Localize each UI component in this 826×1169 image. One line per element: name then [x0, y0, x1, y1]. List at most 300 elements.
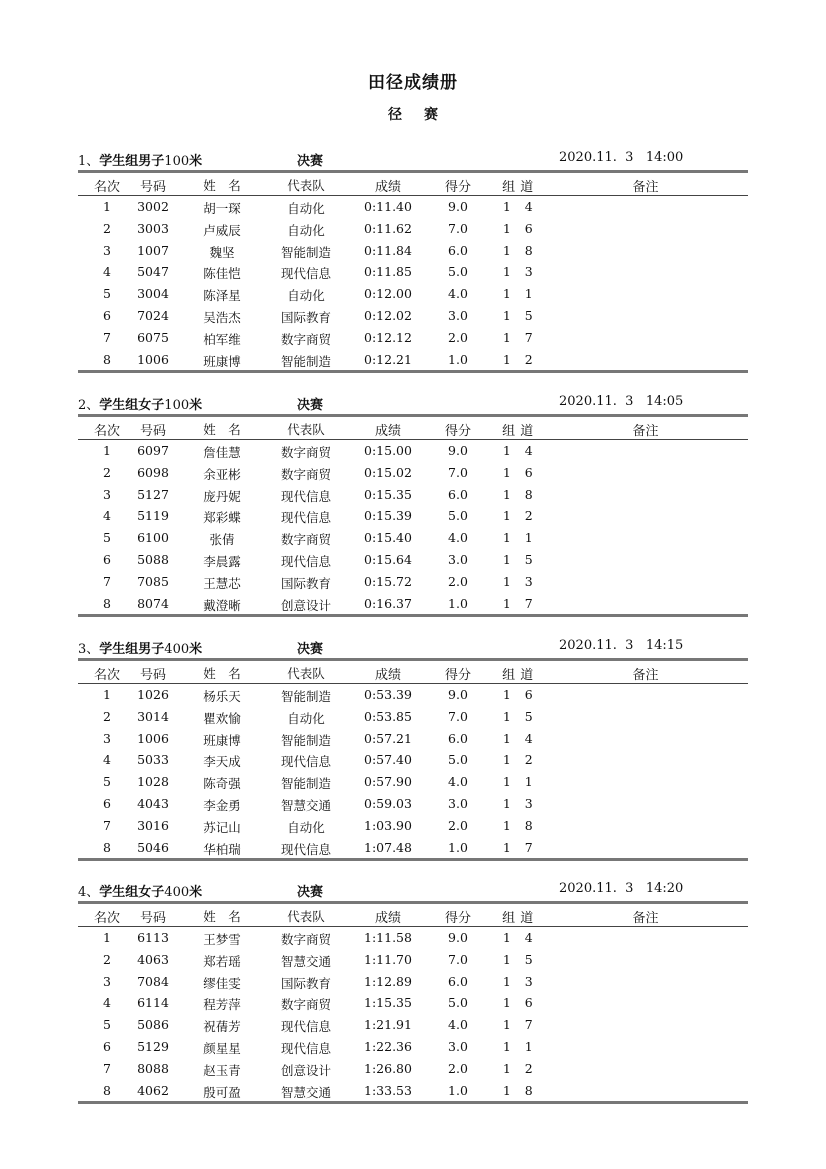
col-note: 备注 [632, 180, 659, 195]
table-row [78, 793, 748, 815]
table-row [78, 440, 748, 462]
cell-rank: 6 [103, 551, 111, 567]
cell-team: 数字商贸 [280, 445, 331, 460]
cell-points: 3.0 [448, 1038, 468, 1054]
table-row [78, 462, 748, 484]
cell-bib: 1028 [137, 774, 169, 790]
cell-team: 现代信息 [280, 754, 331, 770]
table-row [78, 728, 748, 750]
cell-rank: 7 [103, 329, 111, 345]
event-unit: 米 [189, 642, 203, 657]
cell-team: 智能制造 [280, 776, 331, 792]
table-row [78, 1036, 748, 1058]
cell-lane: 1 6 [502, 687, 534, 702]
cell-points: 5.0 [448, 508, 468, 524]
cell-team: 数字商贸 [280, 997, 331, 1013]
col-bib: 号码 [139, 180, 166, 195]
cell-name: 陈佳恺 [203, 266, 241, 282]
cell-rank: 4 [103, 264, 111, 280]
event-name [78, 638, 202, 657]
cell-result: 1:07.48 [364, 839, 412, 855]
cell-bib: 3014 [137, 708, 169, 724]
cell-rank: 3 [103, 486, 111, 502]
cell-bib: 6100 [137, 530, 169, 546]
event-unit: 米 [189, 154, 203, 169]
cell-result: 0:15.35 [364, 486, 412, 502]
cell-name: 郑若瑶 [203, 953, 241, 969]
cell-rank: 5 [103, 774, 111, 790]
table-row [78, 218, 748, 240]
cell-name: 李天成 [203, 754, 241, 770]
cell-lane: 1 8 [502, 817, 534, 833]
cell-lane: 1 3 [502, 573, 534, 589]
col-rank: 名次 [93, 180, 120, 195]
cell-bib: 3004 [137, 286, 169, 302]
cell-result: 0:57.90 [364, 774, 412, 790]
event-index: 3、 [78, 642, 100, 657]
cell-rank: 2 [103, 708, 111, 724]
cell-team: 自动化 [287, 201, 325, 216]
cell-lane: 1 4 [502, 930, 534, 945]
cell-name: 杨乐天 [203, 689, 241, 704]
cell-points: 5.0 [448, 752, 468, 768]
cell-result: 1:11.58 [364, 930, 412, 945]
cell-team: 智能制造 [280, 353, 331, 369]
cell-bib: 1006 [137, 730, 169, 746]
cell-rank: 3 [103, 242, 111, 258]
cell-name: 陈泽星 [203, 288, 241, 304]
cell-name: 赵玉青 [203, 1062, 241, 1078]
cell-result: 0:15.00 [364, 443, 412, 458]
col-result: 成绩 [374, 424, 401, 439]
event-index: 2、 [78, 398, 100, 413]
table-row [78, 484, 748, 506]
cell-result: 0:12.02 [364, 307, 412, 323]
col-name: 姓 名 [203, 422, 241, 437]
cell-name: 卢威辰 [203, 222, 241, 238]
table-row [78, 505, 748, 527]
table-bottom-rule [78, 370, 748, 373]
cell-name: 李晨露 [203, 553, 241, 569]
cell-rank: 5 [103, 1017, 111, 1033]
cell-name: 华柏瑞 [203, 841, 241, 857]
cell-points: 7.0 [448, 951, 468, 967]
cell-team: 国际教育 [280, 975, 331, 991]
cell-points: 3.0 [448, 551, 468, 567]
table-row [78, 571, 748, 593]
cell-bib: 3003 [137, 220, 169, 236]
cell-points: 7.0 [448, 464, 468, 480]
cell-rank: 6 [103, 307, 111, 323]
cell-team: 智能制造 [280, 244, 331, 260]
cell-team: 数字商贸 [280, 331, 331, 347]
column-header-row [78, 417, 748, 439]
event-name [78, 881, 202, 900]
cell-bib: 3002 [137, 199, 169, 214]
event-datetime: 2020.11. 3 14:00 [559, 150, 684, 165]
cell-rank: 1 [103, 930, 111, 945]
cell-bib: 6075 [137, 329, 169, 345]
event-name [78, 394, 202, 413]
col-note: 备注 [632, 424, 659, 439]
cell-lane: 1 2 [502, 1060, 534, 1076]
cell-rank: 5 [103, 530, 111, 546]
col-rank: 名次 [93, 424, 120, 439]
cell-name: 戴澄晰 [203, 597, 241, 613]
event-name [78, 150, 202, 169]
event-header [78, 636, 748, 658]
event-group: 学生组女子 [99, 885, 165, 900]
cell-result: 0:15.02 [364, 464, 412, 480]
cell-team: 现代信息 [280, 841, 331, 857]
cell-rank: 1 [103, 199, 111, 214]
cell-rank: 4 [103, 508, 111, 524]
cell-result: 0:15.39 [364, 508, 412, 524]
event-round: 决赛 [297, 154, 324, 169]
cell-name: 程芳萍 [203, 997, 241, 1013]
cell-rank: 1 [103, 443, 111, 458]
cell-rank: 8 [103, 351, 111, 367]
table-row [78, 240, 748, 262]
cell-result: 0:59.03 [364, 795, 412, 811]
col-lane: 组 道 [502, 668, 534, 683]
col-team: 代表队 [287, 178, 325, 193]
cell-points: 9.0 [448, 930, 468, 945]
cell-lane: 1 1 [502, 530, 534, 546]
cell-name: 王梦雪 [203, 932, 241, 947]
cell-rank: 7 [103, 817, 111, 833]
event-header [78, 879, 748, 901]
cell-result: 0:12.21 [364, 351, 412, 367]
cell-points: 4.0 [448, 286, 468, 302]
event-datetime: 2020.11. 3 14:15 [559, 638, 684, 653]
col-points: 得分 [444, 424, 471, 439]
table-row [78, 349, 748, 371]
col-rank: 名次 [93, 911, 120, 926]
table-row [78, 992, 748, 1014]
cell-team: 自动化 [287, 288, 325, 304]
cell-points: 1.0 [448, 595, 468, 611]
event-datetime: 2020.11. 3 14:05 [559, 394, 684, 409]
col-result: 成绩 [374, 180, 401, 195]
cell-lane: 1 7 [502, 595, 534, 611]
table-row [78, 706, 748, 728]
event-distance: 100 [164, 154, 190, 169]
table-bottom-rule [78, 614, 748, 617]
cell-bib: 8074 [137, 595, 169, 611]
cell-points: 2.0 [448, 329, 468, 345]
cell-bib: 5088 [137, 551, 169, 567]
cell-result: 1:21.91 [364, 1017, 412, 1033]
cell-bib: 5033 [137, 752, 169, 768]
col-result: 成绩 [374, 911, 401, 926]
cell-bib: 4063 [137, 951, 169, 967]
table-row [78, 1058, 748, 1080]
cell-points: 3.0 [448, 795, 468, 811]
col-rank: 名次 [93, 668, 120, 683]
cell-lane: 1 6 [502, 995, 534, 1011]
cell-lane: 1 2 [502, 351, 534, 367]
cell-bib: 6114 [137, 995, 169, 1011]
col-note: 备注 [632, 911, 659, 926]
table-row [78, 283, 748, 305]
cell-lane: 1 3 [502, 973, 534, 989]
table-bottom-rule [78, 858, 748, 861]
cell-bib: 5047 [137, 264, 169, 280]
col-bib: 号码 [139, 911, 166, 926]
event-group: 学生组男子 [99, 154, 165, 169]
cell-rank: 1 [103, 687, 111, 702]
event-round: 决赛 [297, 885, 324, 900]
cell-lane: 1 7 [502, 839, 534, 855]
cell-result: 0:11.85 [364, 264, 412, 280]
table-row [78, 549, 748, 571]
cell-lane: 1 4 [502, 199, 534, 214]
col-points: 得分 [444, 911, 471, 926]
cell-result: 1:03.90 [364, 817, 412, 833]
table-row [78, 305, 748, 327]
column-header-row [78, 904, 748, 926]
cell-result: 0:11.40 [364, 199, 412, 214]
cell-team: 自动化 [287, 222, 325, 238]
cell-name: 庞丹妮 [203, 488, 241, 504]
cell-points: 2.0 [448, 817, 468, 833]
cell-result: 1:15.35 [364, 995, 412, 1011]
cell-points: 1.0 [448, 351, 468, 367]
cell-rank: 8 [103, 1082, 111, 1098]
col-lane: 组 道 [502, 424, 534, 439]
cell-name: 詹佳慧 [203, 445, 241, 460]
cell-result: 0:11.62 [364, 220, 412, 236]
cell-rank: 7 [103, 1060, 111, 1076]
cell-points: 7.0 [448, 708, 468, 724]
event-round: 决赛 [297, 398, 324, 413]
table-row [78, 749, 748, 771]
cell-team: 自动化 [287, 710, 325, 726]
event-header [78, 148, 748, 170]
cell-lane: 1 2 [502, 752, 534, 768]
result-rows [78, 440, 748, 614]
cell-name: 郑彩蝶 [203, 510, 241, 526]
cell-name: 颜星星 [203, 1040, 241, 1056]
cell-points: 2.0 [448, 1060, 468, 1076]
cell-result: 1:26.80 [364, 1060, 412, 1076]
table-row [78, 196, 748, 218]
table-row [78, 837, 748, 859]
col-bib: 号码 [139, 424, 166, 439]
cell-points: 9.0 [448, 199, 468, 214]
col-lane: 组 道 [502, 180, 534, 195]
cell-name: 班康博 [203, 353, 241, 369]
document-title: 田径成绩册 [368, 73, 458, 93]
cell-name: 瞿欢愉 [203, 710, 241, 726]
event-section [78, 636, 748, 861]
col-name: 姓 名 [203, 909, 241, 924]
cell-rank: 2 [103, 951, 111, 967]
table-row [78, 1014, 748, 1036]
cell-bib: 3016 [137, 817, 169, 833]
cell-rank: 2 [103, 220, 111, 236]
cell-team: 智能制造 [280, 689, 331, 704]
cell-bib: 5119 [137, 508, 169, 524]
cell-team: 创意设计 [280, 1062, 331, 1078]
table-row [78, 527, 748, 549]
cell-team: 国际教育 [280, 309, 331, 325]
event-round: 决赛 [297, 642, 324, 657]
cell-name: 缪佳雯 [203, 975, 241, 991]
cell-rank: 3 [103, 730, 111, 746]
cell-points: 1.0 [448, 1082, 468, 1098]
cell-lane: 1 8 [502, 242, 534, 258]
event-section [78, 148, 748, 373]
event-index: 1、 [78, 154, 100, 169]
cell-lane: 1 8 [502, 486, 534, 502]
table-row [78, 1080, 748, 1102]
cell-bib: 6113 [137, 930, 169, 945]
document-subtitle: 径赛 [388, 107, 460, 123]
cell-name: 吴浩杰 [203, 309, 241, 325]
cell-result: 0:53.39 [364, 687, 412, 702]
cell-bib: 1007 [137, 242, 169, 258]
cell-rank: 4 [103, 752, 111, 768]
table-row [78, 949, 748, 971]
cell-result: 0:11.84 [364, 242, 412, 258]
cell-points: 6.0 [448, 486, 468, 502]
cell-team: 数字商贸 [280, 932, 331, 947]
cell-team: 智慧交通 [280, 797, 331, 813]
cell-team: 国际教育 [280, 575, 331, 591]
cell-team: 智慧交通 [280, 953, 331, 969]
cell-name: 余亚彬 [203, 466, 241, 482]
cell-team: 智能制造 [280, 732, 331, 748]
column-header-row [78, 173, 748, 195]
cell-rank: 3 [103, 973, 111, 989]
cell-lane: 1 5 [502, 307, 534, 323]
cell-result: 0:53.85 [364, 708, 412, 724]
cell-name: 陈奇强 [203, 776, 241, 792]
cell-lane: 1 4 [502, 443, 534, 458]
cell-rank: 7 [103, 573, 111, 589]
cell-result: 0:16.37 [364, 595, 412, 611]
cell-name: 胡一琛 [203, 201, 241, 216]
col-name: 姓 名 [203, 666, 241, 681]
cell-lane: 1 8 [502, 1082, 534, 1098]
cell-points: 3.0 [448, 307, 468, 323]
cell-name: 苏记山 [203, 819, 241, 835]
cell-points: 5.0 [448, 264, 468, 280]
result-rows [78, 927, 748, 1101]
cell-lane: 1 5 [502, 708, 534, 724]
cell-result: 1:33.53 [364, 1082, 412, 1098]
cell-bib: 5129 [137, 1038, 169, 1054]
col-name: 姓 名 [203, 178, 241, 193]
cell-name: 殷可盈 [203, 1084, 241, 1100]
cell-team: 数字商贸 [280, 466, 331, 482]
cell-rank: 6 [103, 1038, 111, 1054]
cell-lane: 1 5 [502, 551, 534, 567]
cell-team: 现代信息 [280, 1040, 331, 1056]
table-row [78, 327, 748, 349]
cell-team: 自动化 [287, 819, 325, 835]
table-row [78, 971, 748, 993]
table-row [78, 815, 748, 837]
col-lane: 组 道 [502, 911, 534, 926]
col-note: 备注 [632, 668, 659, 683]
event-datetime: 2020.11. 3 14:20 [559, 881, 684, 896]
cell-team: 创意设计 [280, 597, 331, 613]
cell-lane: 1 1 [502, 286, 534, 302]
cell-lane: 1 2 [502, 508, 534, 524]
cell-rank: 2 [103, 464, 111, 480]
cell-bib: 1026 [137, 687, 169, 702]
cell-points: 6.0 [448, 242, 468, 258]
cell-points: 2.0 [448, 573, 468, 589]
cell-name: 魏坚 [209, 244, 235, 260]
event-header [78, 392, 748, 414]
cell-lane: 1 1 [502, 774, 534, 790]
cell-lane: 1 6 [502, 464, 534, 480]
cell-result: 1:12.89 [364, 973, 412, 989]
cell-team: 现代信息 [280, 510, 331, 526]
cell-result: 0:57.21 [364, 730, 412, 746]
cell-bib: 4062 [137, 1082, 169, 1098]
cell-lane: 1 6 [502, 220, 534, 236]
cell-rank: 6 [103, 795, 111, 811]
col-points: 得分 [444, 668, 471, 683]
col-result: 成绩 [374, 668, 401, 683]
event-section [78, 392, 748, 617]
event-unit: 米 [189, 885, 203, 900]
cell-result: 0:57.40 [364, 752, 412, 768]
cell-rank: 8 [103, 839, 111, 855]
table-row [78, 927, 748, 949]
cell-bib: 6098 [137, 464, 169, 480]
cell-lane: 1 3 [502, 264, 534, 280]
cell-bib: 5086 [137, 1017, 169, 1033]
table-row [78, 771, 748, 793]
cell-bib: 5127 [137, 486, 169, 502]
cell-lane: 1 7 [502, 1017, 534, 1033]
cell-bib: 7084 [137, 973, 169, 989]
cell-name: 李金勇 [203, 797, 241, 813]
cell-bib: 8088 [137, 1060, 169, 1076]
col-team: 代表队 [287, 666, 325, 681]
col-bib: 号码 [139, 668, 166, 683]
event-distance: 400 [164, 642, 190, 657]
event-section [78, 879, 748, 1104]
cell-points: 4.0 [448, 530, 468, 546]
cell-team: 现代信息 [280, 553, 331, 569]
event-group: 学生组女子 [99, 398, 165, 413]
cell-result: 1:11.70 [364, 951, 412, 967]
cell-points: 6.0 [448, 973, 468, 989]
col-team: 代表队 [287, 422, 325, 437]
cell-points: 6.0 [448, 730, 468, 746]
cell-points: 1.0 [448, 839, 468, 855]
event-group: 学生组男子 [99, 642, 165, 657]
cell-lane: 1 3 [502, 795, 534, 811]
cell-result: 0:15.40 [364, 530, 412, 546]
cell-bib: 4043 [137, 795, 169, 811]
cell-points: 9.0 [448, 687, 468, 702]
cell-points: 4.0 [448, 1017, 468, 1033]
table-bottom-rule [78, 1101, 748, 1104]
col-points: 得分 [444, 180, 471, 195]
result-rows [78, 196, 748, 370]
cell-bib: 7085 [137, 573, 169, 589]
cell-name: 柏军维 [203, 331, 241, 347]
cell-rank: 8 [103, 595, 111, 611]
